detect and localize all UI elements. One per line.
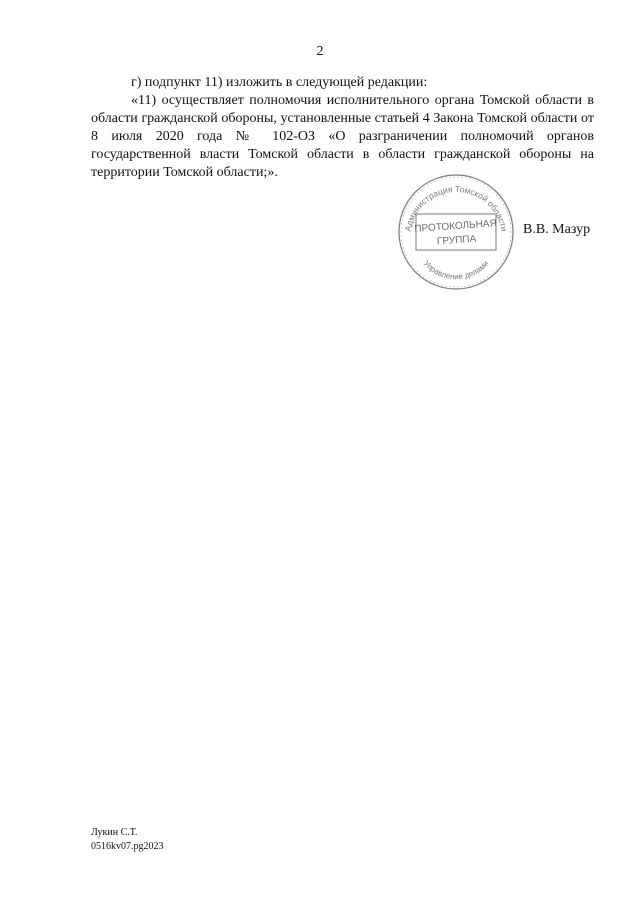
footer-author: Лукин С.Т. [91, 827, 138, 838]
protocol-group-stamp [396, 172, 516, 292]
page-number: 2 [316, 44, 324, 59]
paragraph-amendment-text: «11) осуществляет полномочия исполнительного органа Томской области в области гражданской обороны, установленные статьей 4 Закона Томской области от 8 июля 2020 года № 102-ОЗ «О разграничении полномочий органов государственной власти Томской области в области гражданской обороны на территории Томской области;». [91, 93, 594, 180]
footer [91, 826, 164, 854]
stamp-center-line-2: ГРУППА [436, 233, 477, 248]
paragraph-amendment-intro: г) подпункт 11) изложить в следующей редакции: [131, 75, 428, 90]
footer-file-code: 0516kv07.pg2023 [91, 841, 164, 852]
stamp-bottom-text: Управление делами [421, 258, 491, 282]
signer-name: В.В. Мазур [523, 222, 591, 237]
stamp-top-text: Администрация Томской области [402, 183, 510, 233]
stamp-center-line-1: ПРОТОКОЛЬНАЯ [414, 218, 498, 235]
document-body [91, 74, 594, 182]
